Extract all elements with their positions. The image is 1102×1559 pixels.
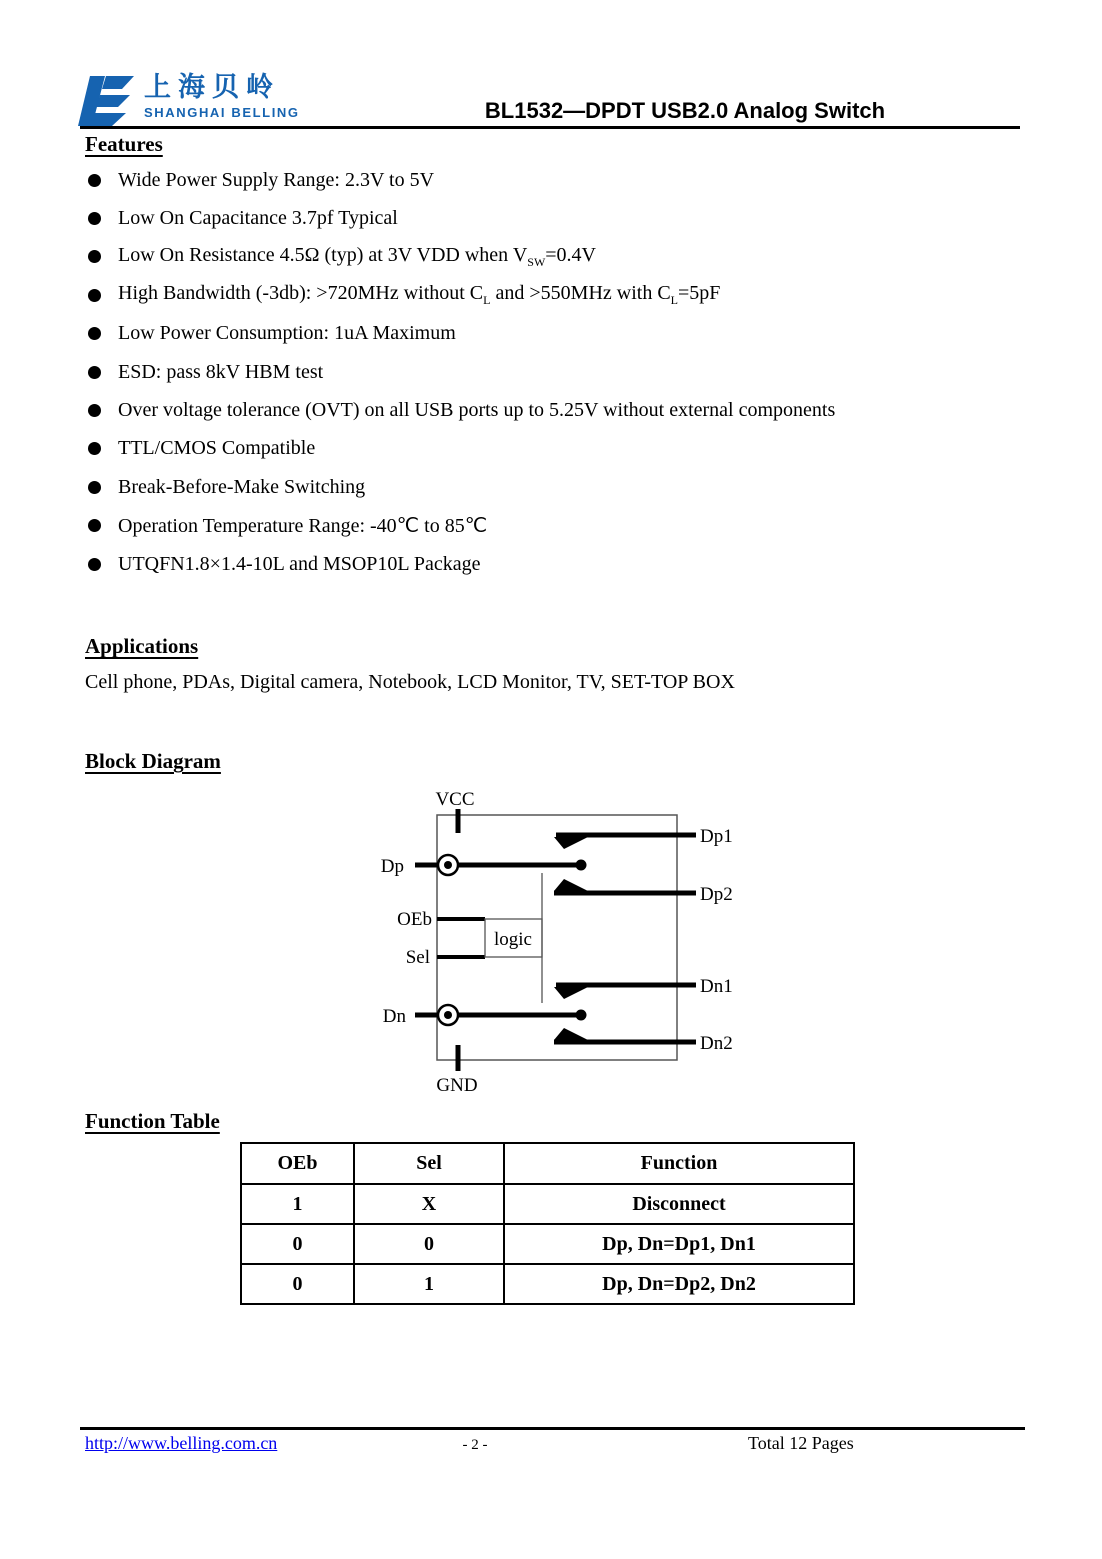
feature-item [85, 353, 835, 391]
bullet-icon [88, 558, 101, 571]
footer-rule [80, 1427, 1025, 1430]
table-cell: 0 [241, 1224, 354, 1264]
bullet-icon [88, 212, 101, 225]
function-table [240, 1142, 855, 1305]
bullet-icon [88, 250, 101, 263]
block-diagram [360, 785, 760, 1100]
dp2-contact-triangle [554, 879, 588, 891]
header-rule [80, 126, 1020, 129]
feature-item [85, 276, 835, 314]
table-cell: 0 [241, 1264, 354, 1304]
feature-text: TTL/CMOS Compatible [118, 437, 316, 460]
bullet-icon [88, 519, 101, 532]
logic-label: logic [494, 929, 532, 950]
company-logo [78, 74, 300, 128]
function-table-body [241, 1184, 854, 1304]
dp1-label: Dp1 [700, 826, 733, 847]
features-heading: Features [85, 132, 163, 156]
bullet-icon [88, 366, 101, 379]
total-pages: Total 12 Pages [748, 1433, 854, 1453]
bullet-icon [88, 174, 101, 187]
table-cell: Disconnect [504, 1184, 854, 1224]
feature-text: Low On Resistance 4.5Ω (typ) at 3V VDD when $V_{SW}=0.4V$ [118, 243, 596, 269]
table-cell: Dp, Dn=Dp1, Dn1 [504, 1224, 854, 1264]
feature-text: High Bandwidth (-3db): >720MHz without $C_L$ and >550MHz with $C_L=5pF$ [118, 282, 721, 308]
feature-item [85, 315, 835, 353]
feature-text: Low On Capacitance 3.7pf Typical [118, 207, 398, 230]
table-row [241, 1264, 854, 1304]
feature-text: ESD: pass 8kV HBM test [118, 360, 324, 383]
dp-pole-contact-dot [576, 860, 587, 871]
function-table-heading: Function Table [85, 1109, 220, 1133]
table-cell: 1 [354, 1264, 504, 1304]
belling-logo-icon [78, 74, 134, 128]
bullet-icon [88, 442, 101, 455]
logo-text [144, 74, 300, 120]
dn2-label: Dn2 [700, 1033, 733, 1054]
dn-pole-contact-dot [576, 1010, 587, 1021]
feature-item [85, 161, 835, 199]
feature-text: Break-Before-Make Switching [118, 475, 366, 498]
dp2-label: Dp2 [700, 884, 733, 905]
function-table-header-row [241, 1143, 854, 1184]
feature-text: Wide Power Supply Range: 2.3V to 5V [118, 168, 435, 191]
page-number: - 2 - [462, 1437, 488, 1453]
feature-item [85, 391, 835, 429]
table-column-header: OEb [241, 1143, 354, 1184]
feature-item [85, 507, 835, 545]
features-list [85, 161, 835, 583]
feature-item [85, 468, 835, 506]
ic-body-outline [437, 815, 677, 1060]
feature-item [85, 545, 835, 583]
dp-input-label: Dp [380, 856, 404, 877]
feature-text: UTQFN1.8×1.4-10L and MSOP10L Package [118, 552, 481, 575]
document-title: BL1532—DPDT USB2.0 Analog Switch [484, 98, 886, 123]
table-row [241, 1184, 854, 1224]
feature-item [85, 430, 835, 468]
feature-item [85, 199, 835, 237]
table-cell: 0 [354, 1224, 504, 1264]
feature-text: Low Power Consumption: 1uA Maximum [118, 322, 456, 345]
vcc-label: VCC [435, 789, 475, 810]
dp-pin-dot [444, 861, 452, 869]
block-diagram-heading: Block Diagram [85, 749, 221, 773]
logo-english-name: SHANGHAI BELLING [144, 105, 300, 121]
applications-heading: Applications [85, 634, 199, 658]
table-row [241, 1224, 854, 1264]
bullet-icon [88, 481, 101, 494]
bullet-icon [88, 404, 101, 417]
footer-url-link[interactable]: http://www.belling.com.cn [85, 1433, 278, 1453]
dn2-contact-triangle [554, 1028, 588, 1040]
feature-text: Over voltage tolerance (OVT) on all USB ports up to 5.25V without external components [118, 399, 836, 422]
table-cell: 1 [241, 1184, 354, 1224]
bullet-icon [88, 327, 101, 340]
table-column-header: Sel [354, 1143, 504, 1184]
logo-chinese-name: 上海贝岭 [144, 72, 280, 103]
dn-input-label: Dn [382, 1006, 406, 1027]
table-column-header: Function [504, 1143, 854, 1184]
gnd-label: GND [436, 1075, 478, 1096]
applications-text: Cell phone, PDAs, Digital camera, Notebook, LCD Monitor, TV, SET-TOP BOX [85, 671, 735, 693]
dn1-contact-triangle [554, 987, 588, 999]
table-cell: X [354, 1184, 504, 1224]
dn1-label: Dn1 [700, 976, 733, 997]
oeb-input-label: OEb [397, 909, 432, 930]
bullet-icon [88, 289, 101, 302]
feature-item [85, 238, 835, 276]
feature-text: Operation Temperature Range: -40℃ to 85℃ [118, 515, 488, 538]
sel-input-label: Sel [405, 947, 430, 968]
dn-pin-dot [444, 1011, 452, 1019]
dp1-contact-triangle [554, 837, 588, 849]
table-cell: Dp, Dn=Dp2, Dn2 [504, 1264, 854, 1304]
